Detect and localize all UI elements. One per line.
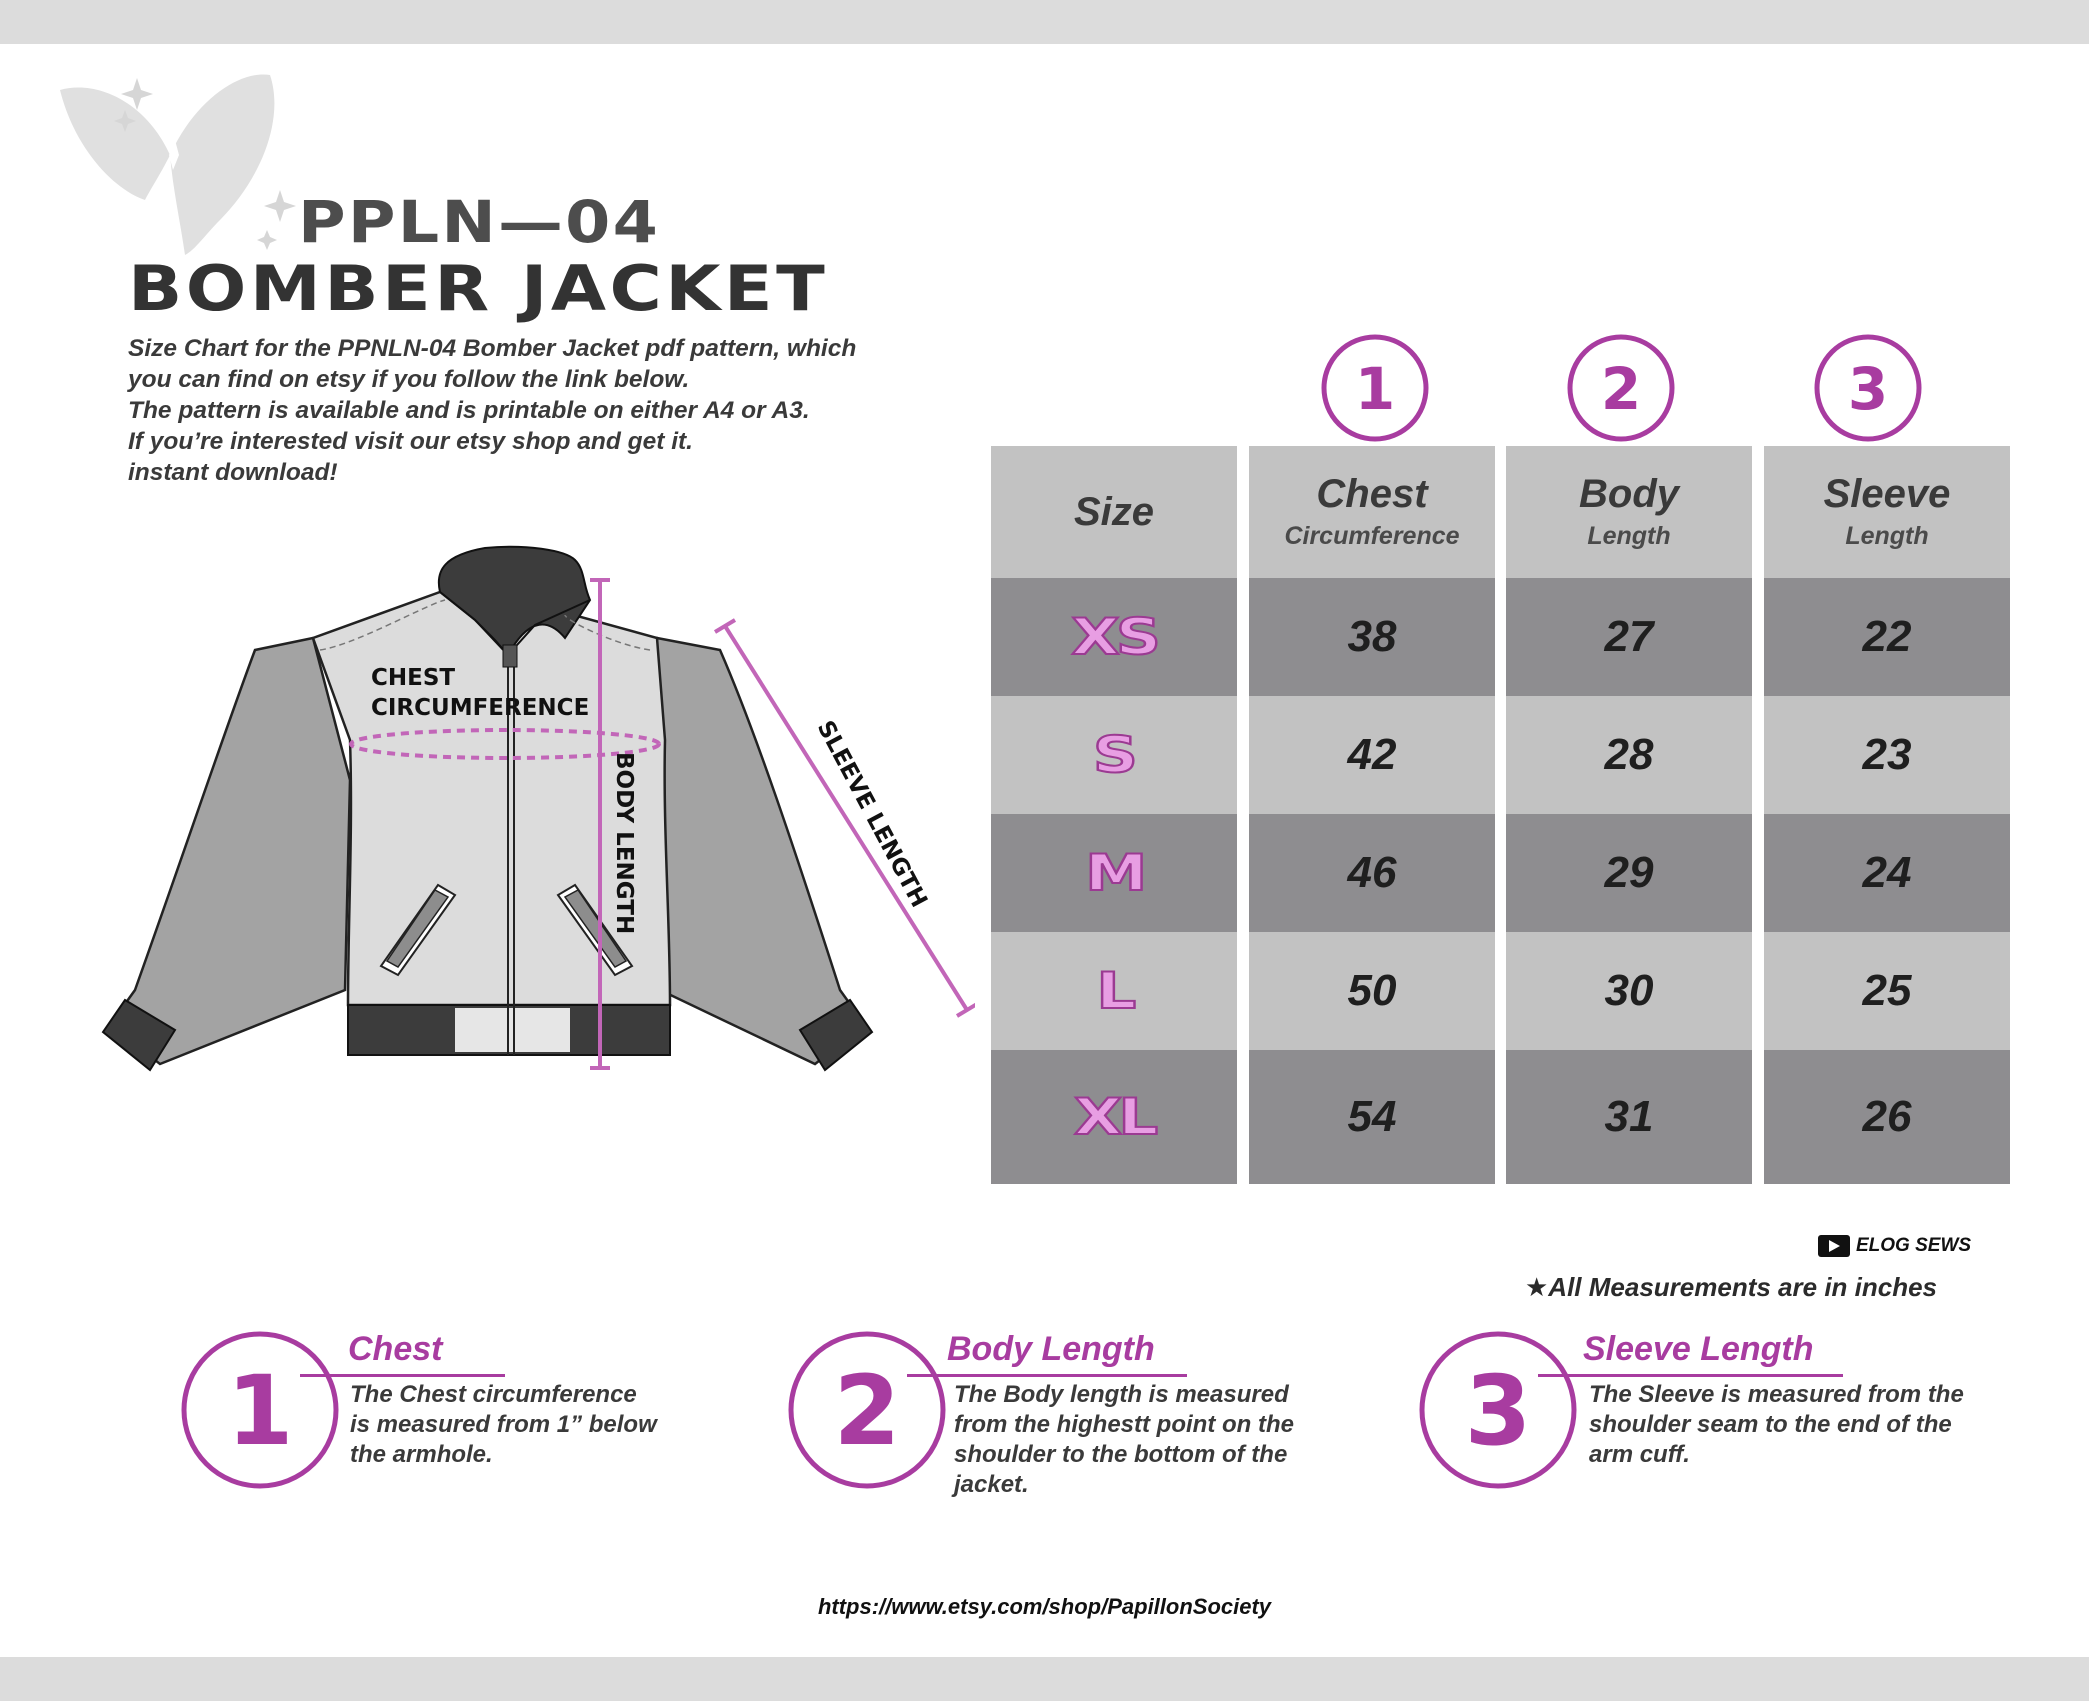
intro-line: you can find on etsy if you follow the link below. [128, 366, 690, 393]
chest-number-badge [1320, 333, 1430, 443]
chest-header-label: Chest [1316, 472, 1428, 516]
legend-line: jacket. [954, 1471, 1029, 1498]
sleeve-header-label: Sleeve [1823, 472, 1951, 516]
legend-number: 2 [833, 1355, 901, 1467]
sleeve-value: 22 [1862, 612, 1912, 661]
legend-number-circle [787, 1330, 947, 1490]
badge-number: 2 [1600, 355, 1642, 423]
size-label: XS [1071, 608, 1157, 666]
size-label: L [1095, 962, 1133, 1020]
legend-description [954, 1380, 1294, 1500]
sleeve-header-sublabel: Length [1845, 522, 1929, 550]
right-sleeve [655, 638, 865, 1064]
chest-label-line1: CHEST [371, 665, 456, 691]
left-sleeve [110, 638, 350, 1064]
body-value: 27 [1604, 612, 1654, 661]
table-cell [1764, 932, 2010, 1050]
body-length-label: BODY LENGTH [611, 752, 637, 935]
table-cell [1506, 814, 1752, 932]
chest-header [1249, 446, 1495, 578]
legend-line: The Chest circumference [350, 1381, 637, 1408]
intro-line: instant download! [128, 459, 338, 486]
pattern-code: PPLN—04 [298, 188, 661, 256]
jacket-diagram [95, 530, 975, 1090]
legend-line: from the highestt point on the [954, 1411, 1294, 1438]
table-cell [991, 932, 1237, 1050]
legend-line: The Body length is measured [954, 1381, 1289, 1408]
sleeve-value: 24 [1862, 848, 1912, 897]
table-cell [1506, 932, 1752, 1050]
legend-number: 3 [1464, 1355, 1532, 1467]
intro-line: The pattern is available and is printable on either A4 or A3. [128, 397, 810, 424]
legend-line: shoulder to the bottom of the [954, 1441, 1288, 1468]
table-cell [1764, 814, 2010, 932]
sleeve-number-badge [1813, 333, 1923, 443]
table-cell [991, 814, 1237, 932]
sleeve-length-label: SLEEVE LENGTH [811, 716, 932, 912]
chest-label-line2: CIRCUMFERENCE [371, 695, 590, 721]
table-cell [991, 1050, 1237, 1184]
table-cell [1249, 932, 1495, 1050]
badge-number: 3 [1847, 355, 1889, 423]
legend-description [1589, 1380, 1964, 1470]
body-value: 29 [1604, 848, 1654, 897]
table-cell [991, 578, 1237, 696]
chest-value: 46 [1347, 848, 1397, 897]
body-value: 28 [1604, 730, 1654, 779]
size-label: S [1093, 726, 1135, 784]
sleeve-header [1764, 446, 2010, 578]
chest-value: 50 [1347, 966, 1397, 1015]
table-cell [1506, 1050, 1752, 1184]
intro-text [128, 333, 948, 488]
legend-underline [300, 1374, 505, 1377]
legend-title: Sleeve Length [1583, 1330, 1814, 1368]
chest-value: 42 [1347, 730, 1397, 779]
chest-value: 38 [1347, 612, 1397, 661]
legend-title: Chest [348, 1330, 443, 1368]
sleeve-value: 26 [1862, 1092, 1912, 1141]
bottom-band [0, 1657, 2089, 1701]
measurement-note: ★All Measurements are in inches [1525, 1272, 1938, 1302]
brand-name: ELOG SEWS [1856, 1235, 1972, 1256]
size-header [991, 446, 1237, 578]
table-cell [1249, 578, 1495, 696]
table-cell [1764, 696, 2010, 814]
table-cell [991, 696, 1237, 814]
body-header-label: Body [1579, 472, 1679, 516]
legend-number: 1 [226, 1355, 294, 1467]
legend-number-circle [180, 1330, 340, 1490]
intro-line: If you’re interested visit our etsy shop and get it. [128, 428, 693, 455]
legend-line: is measured from 1” below [350, 1411, 657, 1438]
body-header [1506, 446, 1752, 578]
body-header-sublabel: Length [1587, 522, 1671, 550]
legend-line: shoulder seam to the end of the [1589, 1411, 1952, 1438]
top-band [0, 0, 2089, 44]
shop-url-link[interactable]: https://www.etsy.com/shop/PapillonSociety [817, 1594, 1272, 1619]
legend-title: Body Length [947, 1330, 1155, 1368]
chest-header-sublabel: Circumference [1284, 522, 1460, 550]
table-cell [1506, 578, 1752, 696]
body-value: 31 [1604, 1092, 1654, 1141]
legend-line: The Sleeve is measured from the [1589, 1381, 1964, 1408]
size-header-label: Size [1073, 490, 1155, 534]
sleeve-value: 23 [1862, 730, 1912, 779]
legend-description [350, 1380, 657, 1470]
legend-line: arm cuff. [1589, 1441, 1690, 1468]
body-value: 30 [1604, 966, 1654, 1015]
table-cell [1764, 578, 2010, 696]
legend-underline [907, 1374, 1187, 1377]
size-label: XL [1073, 1088, 1155, 1146]
butterfly-logo-icon [55, 60, 315, 260]
sleeve-value: 25 [1862, 966, 1912, 1015]
intro-line: Size Chart for the PPNLN-04 Bomber Jacket pdf pattern, which [128, 335, 857, 362]
body-number-badge [1566, 333, 1676, 443]
legend-underline [1538, 1374, 1843, 1377]
play-icon [1818, 1235, 1850, 1257]
legend-line: the armhole. [350, 1441, 493, 1468]
chest-value: 54 [1347, 1092, 1397, 1141]
table-cell [1764, 1050, 2010, 1184]
table-cell [1249, 696, 1495, 814]
table-cell [1249, 814, 1495, 932]
badge-number: 1 [1354, 355, 1396, 423]
table-cell [1249, 1050, 1495, 1184]
page-title: BOMBER JACKET [128, 252, 829, 325]
legend-number-circle [1418, 1330, 1578, 1490]
size-label: M [1084, 844, 1144, 902]
table-cell [1506, 696, 1752, 814]
brand-credit [1818, 1235, 1971, 1257]
